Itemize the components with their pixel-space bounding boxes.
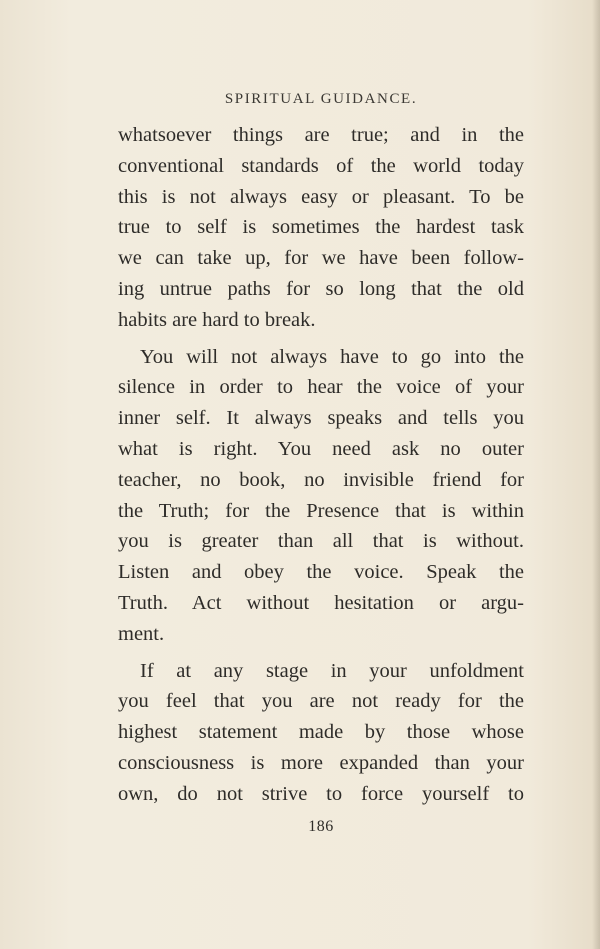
text-line: what is right. You need ask no outer	[118, 437, 524, 460]
text-line: conventional standards of the world today	[118, 154, 524, 177]
text-line: inner self. It always speaks and tells you	[118, 407, 524, 430]
text-line: ing untrue paths for so long that the old	[118, 277, 524, 300]
body-text	[118, 120, 524, 810]
running-head: SPIRITUAL GUIDANCE.	[224, 91, 418, 107]
text-line: highest statement made by those whose	[118, 721, 524, 744]
paragraph-3	[118, 656, 524, 810]
text-line: You will not always have to go into the	[140, 345, 524, 368]
paragraph-1	[118, 120, 524, 336]
page-edge-shadow	[592, 0, 600, 949]
text-line: Truth. Act without hesitation or argu-	[118, 591, 524, 614]
text-line: silence in order to hear the voice of your	[118, 376, 524, 399]
text-line: whatsoever things are true; and in the	[118, 124, 524, 146]
text-line: If at any stage in your unfoldment	[140, 659, 524, 682]
paragraph-2	[118, 342, 524, 650]
text-line: ment.	[118, 622, 165, 645]
text-line: true to self is sometimes the hardest task	[118, 216, 524, 239]
text-line: this is not always easy or pleasant. To be	[118, 185, 524, 208]
text-line: the Truth; for the Presence that is within	[118, 499, 524, 522]
text-line: Listen and obey the voice. Speak the	[118, 561, 524, 584]
text-line: habits are hard to break.	[118, 308, 316, 331]
text-line: own, do not strive to force yourself to	[118, 782, 524, 805]
text-line: consciousness is more expanded than your	[118, 751, 524, 774]
text-line: teacher, no book, no invisible friend for	[118, 468, 524, 491]
page-number: 186	[308, 818, 334, 835]
text-line: you feel that you are not ready for the	[118, 690, 524, 713]
text-line: we can take up, for we have been follow-	[118, 247, 524, 270]
text-line: you is greater than all that is without.	[118, 530, 524, 553]
